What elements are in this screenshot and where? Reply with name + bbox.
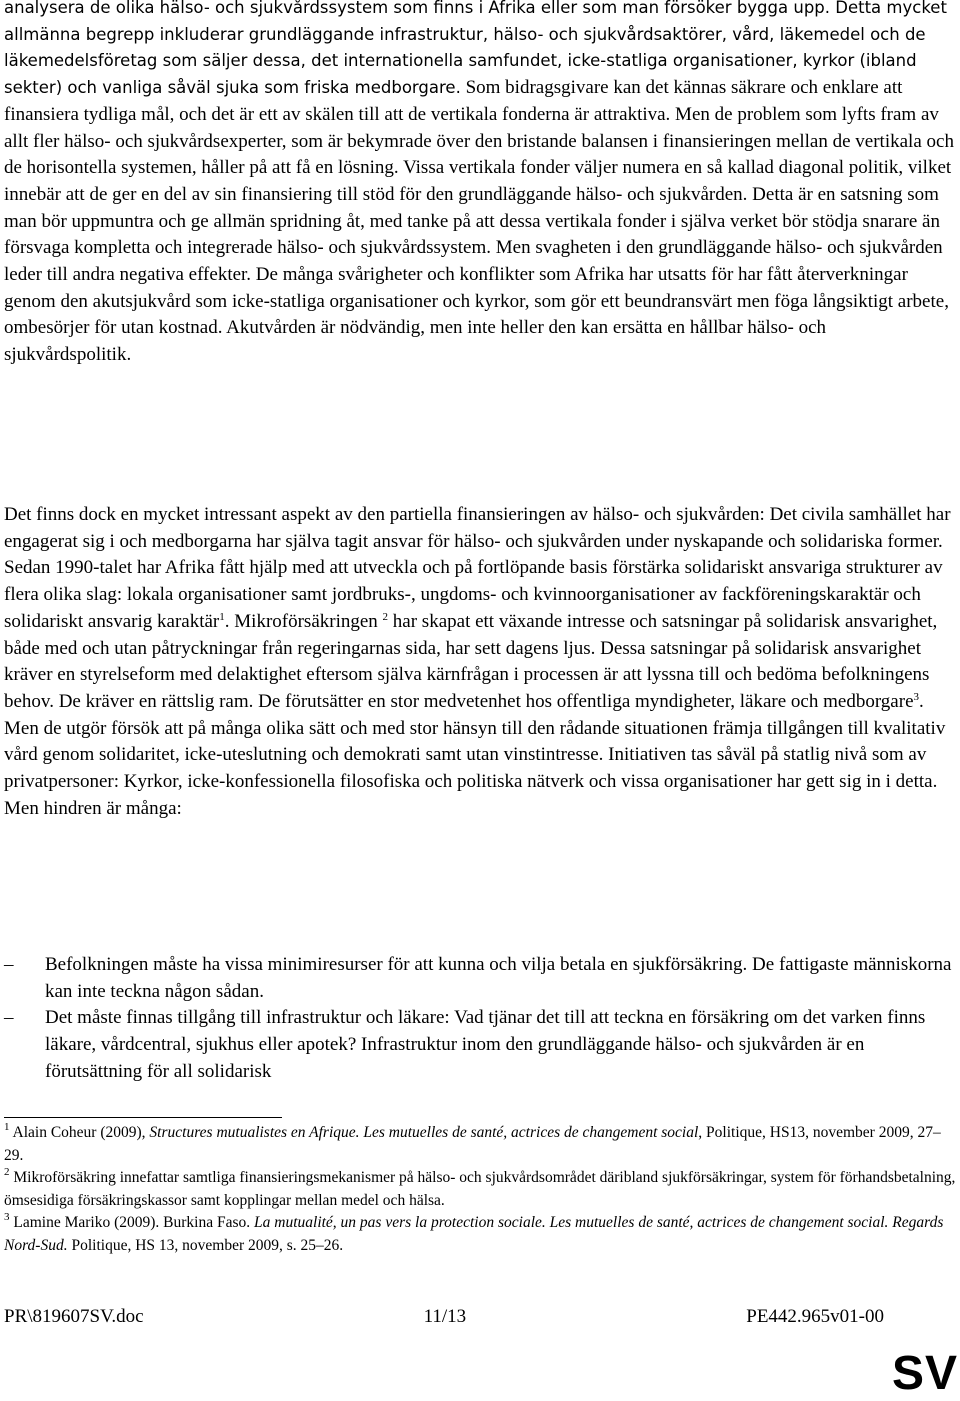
footnote-italic-title: La mutualité, un pas vers la protection sociale. Les mutuelles de santé, actrices de changement social. Regards Nord-Sud. bbox=[4, 1214, 944, 1254]
footnote-text: Mikroförsäkring innefattar samtliga finansieringsmekanismer på hälso- och sjukvårdsområdet däribland sjukförsäkringar, system för förhandsbetalning, ömsesidiga försäkringskassor samt kopplingar mellan medel och hälsa. bbox=[4, 1169, 956, 1209]
paragraph-1-part-a: analysera de olika hälso- och sjukvårdssystem som finns i Afrika eller som man försöker bygga upp. Detta mycket allmänna begrepp inkluderar grundläggande infrastruktur, hälso- och sjukvårdsaktörer, vård, läkemedel och de läkemedelsföretag som säljer dessa, det internationella samfundet, icke-statliga organisationer, kyrkor (ibland sekter) och vanliga såväl sjuka som friska medborgare. bbox=[4, 0, 947, 98]
footer-reference: PE442.965v01-00 bbox=[746, 1306, 884, 1327]
footnote-divider bbox=[4, 1117, 282, 1118]
footnote-text-end: , Politique, HS13, november 2009, 27–29. bbox=[4, 1124, 941, 1164]
paragraph-2-part-b: . Mikroförsäkringen bbox=[224, 610, 383, 632]
footnote-italic-title: Structures mutualistes en Afrique. Les mutuelles de santé, actrices de changement social bbox=[149, 1124, 699, 1141]
list-item-text: Befolkningen måste ha vissa minimiresurser för att kunna och vilja betala en sjukförsäkring. De fattigaste människorna kan inte teckna någon sådan. bbox=[45, 954, 952, 1002]
footnote-number: 1 bbox=[4, 1121, 10, 1133]
language-code: SV bbox=[891, 1347, 958, 1400]
list-item bbox=[4, 1005, 956, 1085]
list-item-text: Det måste finnas tillgång till infrastruktur och läkare: Vad tjänar det till att teckna en försäkring om det varken finns läkare, vårdcentral, sjukhus eller apotek? Infrastruktur inom den grundläggande hälso- och sjukvården är en förutsättning för all solidarisk bbox=[45, 1007, 926, 1082]
footnote-1 bbox=[4, 1122, 956, 1167]
footnote-3 bbox=[4, 1212, 956, 1257]
footnote-number: 3 bbox=[4, 1211, 10, 1223]
footer-doc-name: PR\819607SV.doc bbox=[4, 1306, 144, 1327]
list-dash: – bbox=[4, 954, 14, 975]
footnote-text: Alain Coheur (2009), bbox=[9, 1124, 150, 1141]
footnote-ref-1[interactable]: 1 bbox=[219, 610, 225, 623]
obstacle-list bbox=[4, 952, 956, 1086]
list-item bbox=[4, 952, 956, 1005]
paragraph-1-part-b: Som bidragsgivare kan det kännas säkrare och enklare att finansiera tydliga mål, och det är ett av skälen till att de vertikala fonderna är attraktiva. Men de problem som lyfts fram av allt fler hälso- och sjukvårdsexperter, som är bekymrade över den bristande balansen i finansieringen mellan de vertikala och de horisontella systemen, håller på att få en lösning. Vissa vertikala fonder väljer numera en så kallad diagonal politik, vilket innebär att de ger en del av sin finansiering till stöd för den grundläggande hälso- och sjukvården. Detta är en satsning som man bör uppmuntra och ge allmän spridning åt, med tanke på att dessa vertikala fonder i själva verket bör stödja snarare än försvaga kompletta och integrerade hälso- och sjukvårdssystem. Men svagheten i den grundläggande hälso- och sjukvården leder till andra negativa effekter. De många svårigheter och konflikter som Afrika har utsatts för har fått återverkningar genom den akutsjukvård som icke-statliga organisationer och kyrkor, som gör ett beundransvärt men föga långsiktigt arbete, ombesörjer för utan kostnad. Akutvården är nödvändig, men inte heller den kan ersätta en hållbar hälso- och sjukvårdspolitik. bbox=[4, 77, 954, 366]
footnote-ref-3[interactable]: 3 bbox=[913, 690, 920, 703]
page-footer bbox=[4, 1306, 884, 1328]
body-paragraph-2 bbox=[4, 502, 956, 822]
footnote-2 bbox=[4, 1167, 956, 1212]
footnote-text-end: Politique, HS 13, november 2009, s. 25–26. bbox=[67, 1236, 344, 1254]
footnote-ref-2[interactable]: 2 bbox=[382, 610, 389, 623]
footnote-text: Lamine Mariko (2009). Burkina Faso. bbox=[9, 1214, 255, 1231]
paragraph-2-part-a: Det finns dock en mycket intressant aspekt av den partiella finansieringen av hälso- och sjukvården: Det civila samhället har engagerat sig i och medborgarna har själva tagit ansvar för hälso- och sjukvården under nyskapande och solidariska former. Sedan 1990-talet har Afrika fått hjälp med att utveckla och på fortlöpande basis förstärka solidariskt ansvariga strukturer av flera olika slag: lokala organisationer samt jordbruks-, ungdoms- och kvinnoorganisationer av fackföreningskaraktär och solidariskt ansvarig karaktär bbox=[4, 504, 951, 632]
footnote-number: 2 bbox=[4, 1166, 10, 1178]
list-dash: – bbox=[4, 1007, 14, 1029]
footnotes bbox=[4, 1122, 956, 1257]
paragraph-2-part-d: . Men de utgör försök att på många olika sätt och med stor hänsyn till den rådande situationen främja tillgången till kvalitativ vård genom solidaritet, icke-uteslutning och demokrati samt utan vinstintresse. Initiativen tas såväl på statlig nivå som av privatpersoner: Kyrkor, icke-konfessionella filosofiska och politiska nätverk och vissa organisationer har gett sig in i detta. Men hindren är många: bbox=[4, 690, 946, 819]
paragraph-2-part-c: har skapat ett växande intresse och satsningar på solidarisk ansvarighet, både med och utan påtryckningar från regeringarnas sida, har sett dagens ljus. Dessa satsningar på solidarisk ansvarighet kräver en styrelseform med delaktighet eftersom själva kärnfrågan i processen är att lyssna till och bedöma befolkningens behov. De kräver en rättslig ram. De förutsätter en stor medvetenhet hos offentliga myndigheter, läkare och medborgare bbox=[4, 610, 938, 712]
footer-page-number: 11/13 bbox=[423, 1306, 467, 1327]
body-paragraph-1 bbox=[4, 0, 956, 369]
